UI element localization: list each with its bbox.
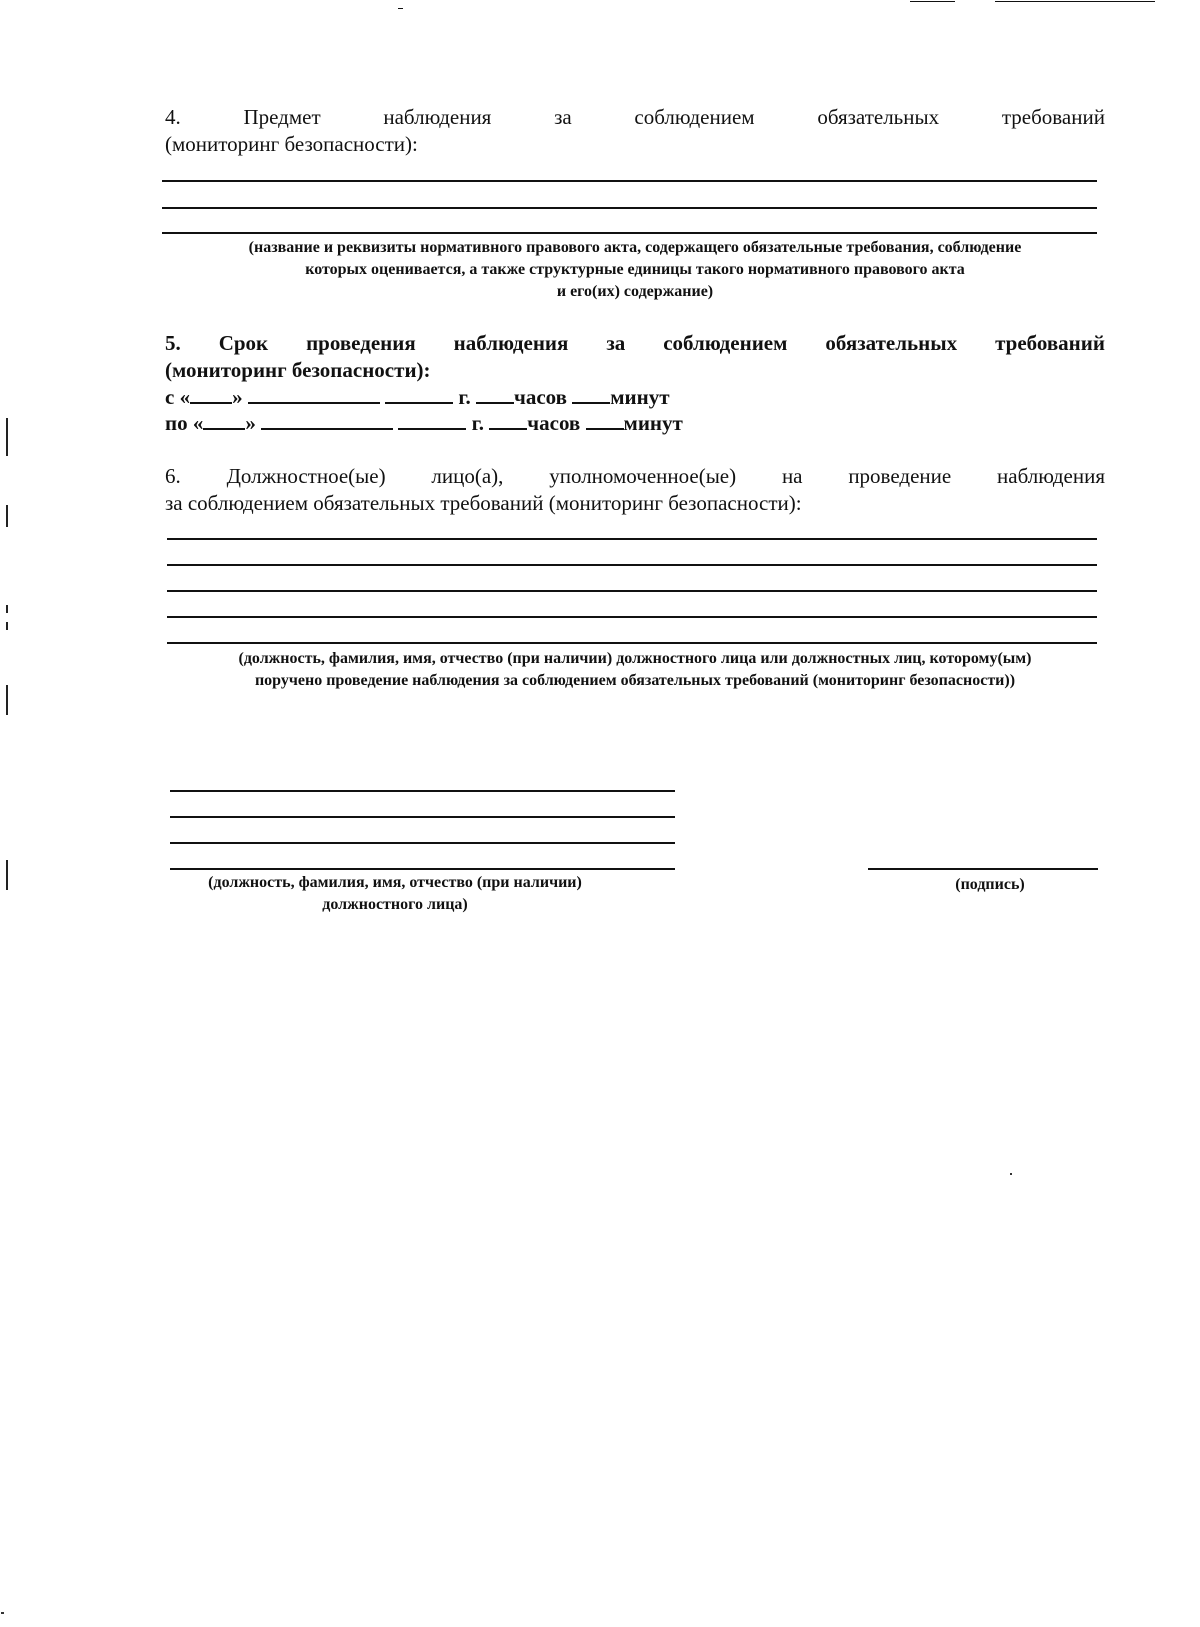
heading-line-2: (мониторинг безопасности):: [165, 358, 431, 382]
heading-word: требований: [995, 331, 1105, 355]
caption-line: (название и реквизиты нормативного правового акта, содержащего обязательные требования, соблюдение: [248, 239, 1022, 256]
heading-word: Предмет: [243, 105, 321, 129]
official-blank-line-1[interactable]: [170, 790, 675, 792]
section-6-blank-line-3[interactable]: [167, 590, 1097, 592]
heading-word: лицо(а),: [431, 464, 504, 488]
heading-word: наблюдения: [383, 105, 492, 129]
caption-line: (должность, фамилия, имя, отчество (при наличии): [208, 874, 582, 891]
scan-mark-left-2: [6, 505, 8, 527]
heading-word: соблюдением: [634, 105, 755, 129]
scan-mark-left-1: [6, 418, 8, 456]
official-blank-line-4[interactable]: [170, 868, 675, 870]
scan-mark-top-3: [398, 8, 403, 9]
hours-blank[interactable]: [476, 384, 514, 404]
heading-word: за: [606, 331, 626, 355]
heading-word: за: [554, 105, 572, 129]
heading-word: обязательных: [825, 331, 958, 355]
section-6-heading: [165, 463, 1105, 517]
month-blank[interactable]: [261, 410, 393, 430]
date-to-row: [165, 410, 683, 436]
heading-word: уполномоченное(ые): [549, 464, 737, 488]
section-6-blank-line-1[interactable]: [167, 538, 1097, 540]
minutes-blank[interactable]: [572, 384, 610, 404]
year-blank[interactable]: [385, 384, 453, 404]
heading-line-2: (мониторинг безопасности):: [165, 132, 418, 156]
day-blank[interactable]: [203, 410, 245, 430]
day-blank[interactable]: [190, 384, 232, 404]
caption-line: которых оценивается, а также структурные единицы такого нормативного правового акта: [305, 261, 965, 278]
scan-dot: [1, 1612, 4, 1614]
hours-label: часов: [527, 411, 581, 435]
heading-word: требований: [1001, 105, 1105, 129]
heading-word: 4.: [165, 105, 181, 129]
minutes-blank[interactable]: [586, 410, 624, 430]
section-5-heading: [165, 330, 1105, 384]
hours-label: часов: [514, 385, 567, 409]
section-4-blank-line-2[interactable]: [162, 207, 1097, 209]
heading-word: 6.: [165, 464, 181, 488]
caption-line: поручено проведение наблюдения за соблюдением обязательных требований (мониторинг безопасности)): [254, 672, 1016, 689]
section-4-blank-line-1[interactable]: [162, 180, 1097, 182]
heading-word: Срок: [218, 331, 269, 355]
official-blank-line-3[interactable]: [170, 842, 675, 844]
month-blank[interactable]: [248, 384, 380, 404]
heading-word: соблюдением: [663, 331, 788, 355]
hours-blank[interactable]: [489, 410, 527, 430]
scan-mark-left-4: [6, 622, 8, 630]
scan-mark-left-6: [6, 860, 8, 890]
scan-mark-top-1: [910, 1, 955, 2]
section-6-blank-line-2[interactable]: [167, 564, 1097, 566]
date-prefix: по «: [165, 411, 204, 435]
heading-word: обязательных: [817, 105, 940, 129]
scan-mark-top-2: [995, 1, 1155, 2]
minutes-label: минут: [610, 385, 670, 409]
scan-mark-left-5: [6, 685, 8, 715]
scan-mark-left-3: [6, 605, 8, 613]
quote-close: »: [232, 385, 243, 409]
caption-line: и его(их) содержание): [556, 283, 714, 300]
section-4-blank-line-3[interactable]: [162, 232, 1097, 234]
official-blank-line-2[interactable]: [170, 816, 675, 818]
section-6-caption: [160, 648, 1110, 692]
heading-word: наблюдения: [453, 331, 569, 355]
section-4-heading: [165, 104, 1105, 158]
heading-word: Должностное(ые): [226, 464, 386, 488]
official-caption: [170, 872, 620, 916]
section-6-blank-line-5[interactable]: [167, 642, 1097, 644]
section-4-caption: [165, 237, 1105, 303]
heading-word: наблюдения: [997, 464, 1105, 488]
signature-line[interactable]: [868, 868, 1098, 870]
year-label: г.: [471, 411, 485, 435]
caption-line: должностного лица): [322, 896, 468, 913]
date-from-row: [165, 384, 670, 410]
heading-word: проведение: [848, 464, 952, 488]
date-prefix: с «: [165, 385, 191, 409]
minutes-label: минут: [623, 411, 683, 435]
scan-dot: [1010, 1173, 1012, 1175]
quote-close: »: [245, 411, 256, 435]
year-label: г.: [458, 385, 471, 409]
signature-caption: (подпись): [955, 876, 1025, 893]
heading-word: 5.: [165, 331, 181, 355]
heading-line-2: за соблюдением обязательных требований (мониторинг безопасности):: [165, 491, 802, 515]
heading-word: на: [781, 464, 803, 488]
year-blank[interactable]: [398, 410, 466, 430]
caption-line: (должность, фамилия, имя, отчество (при наличии) должностного лица или должностных лиц, которому(ым): [238, 650, 1032, 667]
section-6-blank-line-4[interactable]: [167, 616, 1097, 618]
heading-word: проведения: [306, 331, 416, 355]
